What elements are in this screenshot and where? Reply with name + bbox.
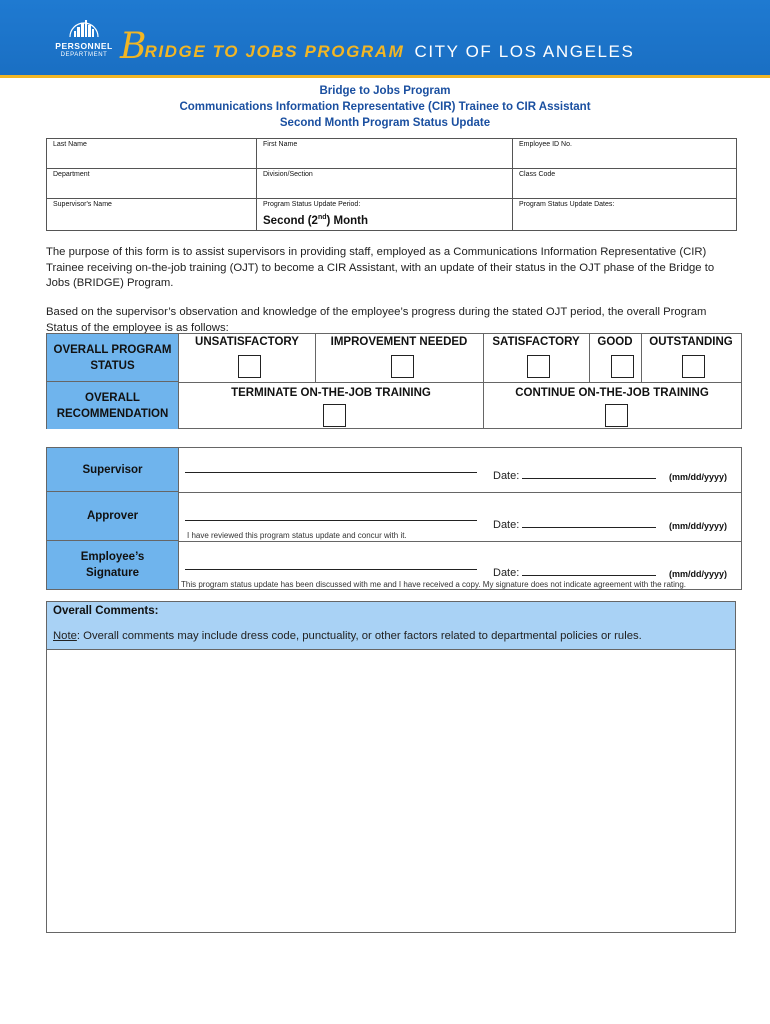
last-name-field[interactable] xyxy=(47,139,257,169)
continue-ojt-checkbox[interactable] xyxy=(605,404,628,427)
department-label: Department xyxy=(53,171,90,178)
option-improvement-needed: IMPROVEMENT NEEDED xyxy=(330,336,468,348)
satisfactory-checkbox[interactable] xyxy=(527,355,550,378)
employee-date[interactable]: Date: xyxy=(493,567,656,579)
header-banner xyxy=(0,0,770,78)
terminate-ojt-checkbox[interactable] xyxy=(323,404,346,427)
seal-personnel-text: PERSONNEL xyxy=(55,41,113,51)
division-label: Division/Section xyxy=(263,171,313,178)
supervisor-name-label: Supervisor's Name xyxy=(53,201,112,208)
supervisor-date-format: (mm/dd/yyyy) xyxy=(669,472,728,482)
first-name-field[interactable] xyxy=(257,139,513,169)
supervisor-signature-line[interactable] xyxy=(185,472,477,473)
brand-letter: B xyxy=(120,26,147,67)
city-skyline-icon xyxy=(68,17,100,39)
seal-department-text: DEPARTMENT xyxy=(60,52,108,58)
employee-id-label: Employee ID No. xyxy=(519,141,572,148)
sig-row-divider xyxy=(179,541,741,542)
supervisor-date[interactable]: Date: xyxy=(493,470,656,482)
employee-date-format: (mm/dd/yyyy) xyxy=(669,569,728,579)
supervisor-label: Supervisor xyxy=(47,448,179,492)
employee-signature-line[interactable] xyxy=(185,569,477,570)
program-brand xyxy=(120,26,635,67)
first-name-label: First Name xyxy=(263,141,298,148)
update-period-value: Second (2nd) Month xyxy=(263,214,369,227)
employee-info-table xyxy=(46,138,737,231)
based-on-paragraph: Based on the supervisor’s observation and knowledge of the employee’s progress during the stated OJT period, the overall Program Status of the employee is as follows: xyxy=(46,306,707,334)
division-field[interactable] xyxy=(257,169,513,199)
class-code-label: Class Code xyxy=(519,171,556,178)
program-status-table xyxy=(46,333,742,429)
brand-city-name: CITY OF LOS ANGELES xyxy=(414,42,635,61)
overall-program-status-label: OVERALL PROGRAM STATUS xyxy=(47,334,179,382)
overall-recommendation-label: OVERALL RECOMMENDATION xyxy=(47,382,179,429)
status-row-divider xyxy=(179,382,741,383)
approver-signature-line[interactable] xyxy=(185,520,477,521)
option-good: GOOD xyxy=(597,336,633,348)
good-checkbox[interactable] xyxy=(611,355,634,378)
employee-id-field[interactable] xyxy=(513,139,737,169)
comments-header xyxy=(47,602,735,650)
update-dates-field[interactable] xyxy=(513,199,737,231)
sig-row-divider xyxy=(179,492,741,493)
last-name-label: Last Name xyxy=(53,141,87,148)
option-continue-ojt: CONTINUE ON-THE-JOB TRAINING xyxy=(515,387,709,399)
improvement-needed-checkbox[interactable] xyxy=(391,355,414,378)
title-line-2: Communications Information Representative (CIR) Trainee to CIR Assistant xyxy=(179,101,591,113)
class-code-field[interactable] xyxy=(513,169,737,199)
brand-program-name: RIDGE TO JOBS PROGRAM xyxy=(144,42,405,61)
option-unsatisfactory: UNSATISFACTORY xyxy=(195,336,299,348)
signature-section xyxy=(46,447,742,590)
supervisor-name-field[interactable] xyxy=(47,199,257,231)
title-line-1: Bridge to Jobs Program xyxy=(319,85,451,97)
unsatisfactory-checkbox[interactable] xyxy=(238,355,261,378)
approver-date[interactable]: Date: xyxy=(493,519,656,531)
form-title xyxy=(0,83,770,131)
department-field[interactable] xyxy=(47,169,257,199)
approver-date-format: (mm/dd/yyyy) xyxy=(669,521,728,531)
comments-note: Note: Overall comments may include dress code, punctuality, or other factors related to departmental policies or rules. xyxy=(53,630,642,642)
outstanding-checkbox[interactable] xyxy=(682,355,705,378)
update-dates-label: Program Status Update Dates: xyxy=(519,201,615,208)
status-col-divider xyxy=(483,334,484,429)
option-outstanding: OUTSTANDING xyxy=(649,336,733,348)
option-terminate-ojt: TERMINATE ON-THE-JOB TRAINING xyxy=(231,387,431,399)
title-line-3: Second Month Program Status Update xyxy=(279,117,491,129)
overall-comments-box[interactable] xyxy=(46,601,736,933)
comments-title: Overall Comments: xyxy=(53,605,159,617)
employee-note: This program status update has been discussed with me and I have received a copy. My signature does not indicate agreement with the rating. xyxy=(181,580,687,589)
personnel-department-logo xyxy=(52,13,116,63)
purpose-paragraph: The purpose of this form is to assist supervisors in providing staff, employed as a Communications Information Representative (CIR) Trainee receiving on-the-job training (OJT) to become a CIR Assistant, with an update of their status in the OJT phase of the Bridge to Jobs (BRIDGE) Program. xyxy=(46,246,715,289)
update-period-field xyxy=(257,199,513,231)
approver-label: Approver xyxy=(47,492,179,541)
employee-signature-label: Employee’s Signature xyxy=(47,541,179,589)
update-period-label: Program Status Update Period: xyxy=(263,201,361,208)
approver-note: I have reviewed this program status update and concur with it. xyxy=(187,531,407,540)
option-satisfactory: SATISFACTORY xyxy=(492,336,580,348)
